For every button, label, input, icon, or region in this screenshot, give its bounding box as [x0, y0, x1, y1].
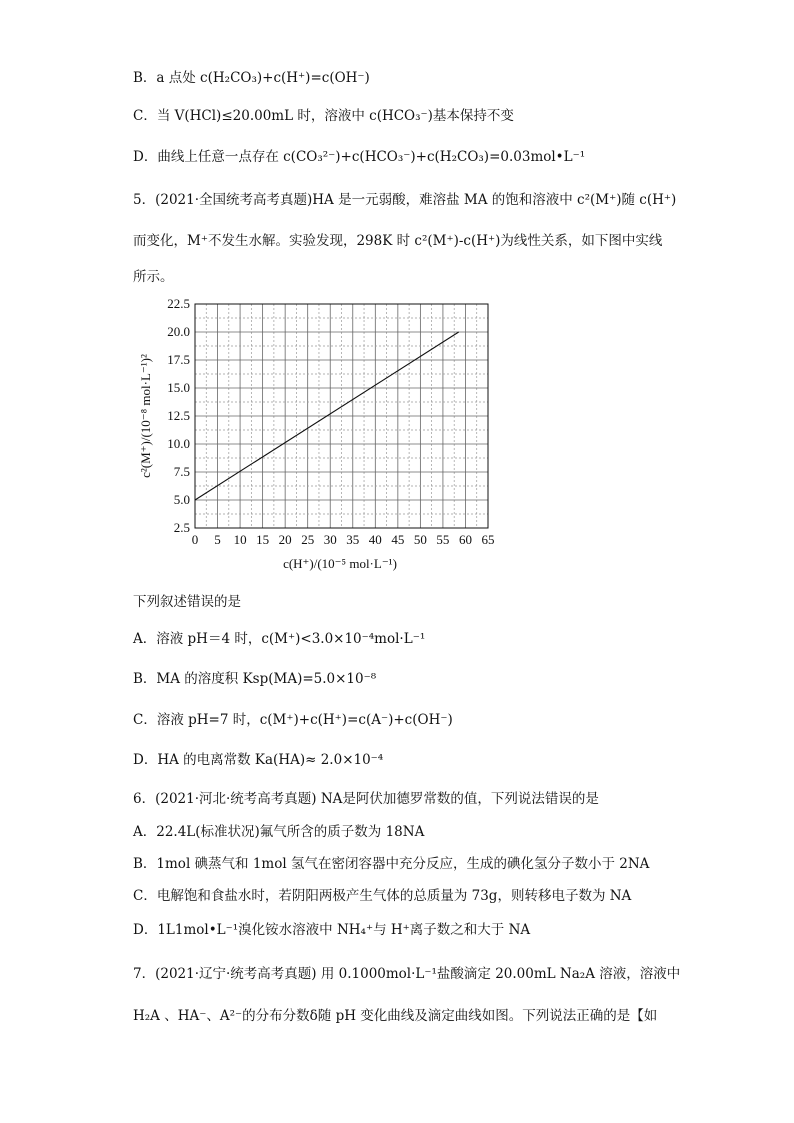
- q4-option-c: C．当 V(HCl)≤20.00mL 时，溶液中 c(HCO₃⁻)基本保持不变: [133, 108, 514, 124]
- q6-option-c: C．电解饱和食盐水时，若阴阳两极产生气体的总质量为 73g，则转移电子数为 NA: [133, 888, 632, 904]
- q4-option-d: D．曲线上任意一点存在 c(CO₃²⁻)+c(HCO₃⁻)+c(H₂CO₃)=0.03mol•L⁻¹: [133, 149, 586, 165]
- y-tick-label: 17.5: [167, 352, 190, 367]
- x-tick-label: 10: [233, 532, 247, 547]
- x-tick-label: 45: [391, 532, 405, 547]
- q5-option-a: A．溶液 pH＝4 时，c(M⁺)<3.0×10⁻⁴mol·L⁻¹: [133, 631, 426, 647]
- q6-option-b: B．1mol 碘蒸气和 1mol 氢气在密闭容器中充分反应，生成的碘化氢分子数小于 2NA: [133, 856, 650, 872]
- x-axis-ticks: [192, 532, 495, 547]
- x-axis-label: c(H⁺)/(10⁻⁵ mol·L⁻¹): [283, 556, 397, 571]
- y-axis-label: c²(M⁺)/(10⁻⁸ mol·L⁻¹)²: [138, 354, 153, 478]
- x-tick-label: 0: [191, 532, 199, 547]
- x-tick-label: 20: [278, 532, 292, 547]
- q6-stem: 6．(2021·河北·统考高考真题) NA是阿伏加德罗常数的值，下列说法错误的是: [133, 791, 599, 807]
- q5-stem-line-3: 所示。: [133, 269, 174, 285]
- q6-option-d: D．1L1mol•L⁻¹溴化铵水溶液中 NH₄⁺与 H⁺离子数之和大于 NA: [133, 922, 531, 938]
- q4-option-b: B．a 点处 c(H₂CO₃)+c(H⁺)=c(OH⁻): [133, 70, 370, 86]
- q5-option-c: C．溶液 pH=7 时，c(M⁺)+c(H⁺)=c(A⁻)+c(OH⁻): [133, 712, 453, 728]
- y-axis-ticks: [167, 296, 190, 535]
- chart-grid: [195, 304, 488, 528]
- y-tick-label: 20.0: [167, 324, 190, 339]
- q5-stem-line-1: 5．(2021·全国统考高考真题)HA 是一元弱酸，难溶盐 MA 的饱和溶液中 c²(M⁺)随 c(H⁺): [133, 192, 677, 208]
- q5-stem-line-2: 而变化，M⁺不发生水解。实验发现，298K 时 c²(M⁺)-c(H⁺)为线性关系，如下图中实线: [133, 233, 663, 249]
- x-tick-label: 65: [481, 532, 495, 547]
- x-tick-label: 40: [368, 532, 382, 547]
- q6-option-a: A．22.4L(标准状况)氟气所含的质子数为 18NA: [133, 824, 425, 840]
- x-tick-label: 25: [301, 532, 315, 547]
- y-tick-label: 10.0: [167, 436, 190, 451]
- x-tick-label: 35: [346, 532, 360, 547]
- q7-stem-line-2: H₂A 、HA⁻、A²⁻的分布分数δ随 pH 变化曲线及滴定曲线如图。下列说法正确的是【如: [133, 1008, 658, 1024]
- x-tick-label: 60: [458, 532, 472, 547]
- q5-option-d: D．HA 的电离常数 Ka(HA)≈ 2.0×10⁻⁴: [133, 752, 384, 768]
- x-tick-label: 55: [436, 532, 450, 547]
- x-tick-label: 15: [256, 532, 270, 547]
- y-tick-label: 12.5: [167, 408, 190, 423]
- x-tick-label: 5: [214, 532, 221, 547]
- q5-question: 下列叙述错误的是: [133, 594, 241, 610]
- y-tick-label: 5.0: [173, 492, 190, 507]
- y-tick-label: 15.0: [167, 380, 190, 395]
- x-tick-label: 50: [413, 532, 427, 547]
- q5-option-b: B．MA 的溶度积 Ksp(MA)=5.0×10⁻⁸: [133, 671, 377, 687]
- y-tick-label: 2.5: [173, 520, 190, 535]
- y-tick-label: 7.5: [173, 464, 190, 479]
- line-chart: [130, 292, 510, 582]
- q7-stem-line-1: 7．(2021·辽宁·统考高考真题) 用 0.1000mol·L⁻¹盐酸滴定 20.00mL Na₂A 溶液，溶液中: [133, 966, 681, 982]
- x-tick-label: 30: [323, 532, 337, 547]
- y-tick-label: 22.5: [167, 296, 190, 311]
